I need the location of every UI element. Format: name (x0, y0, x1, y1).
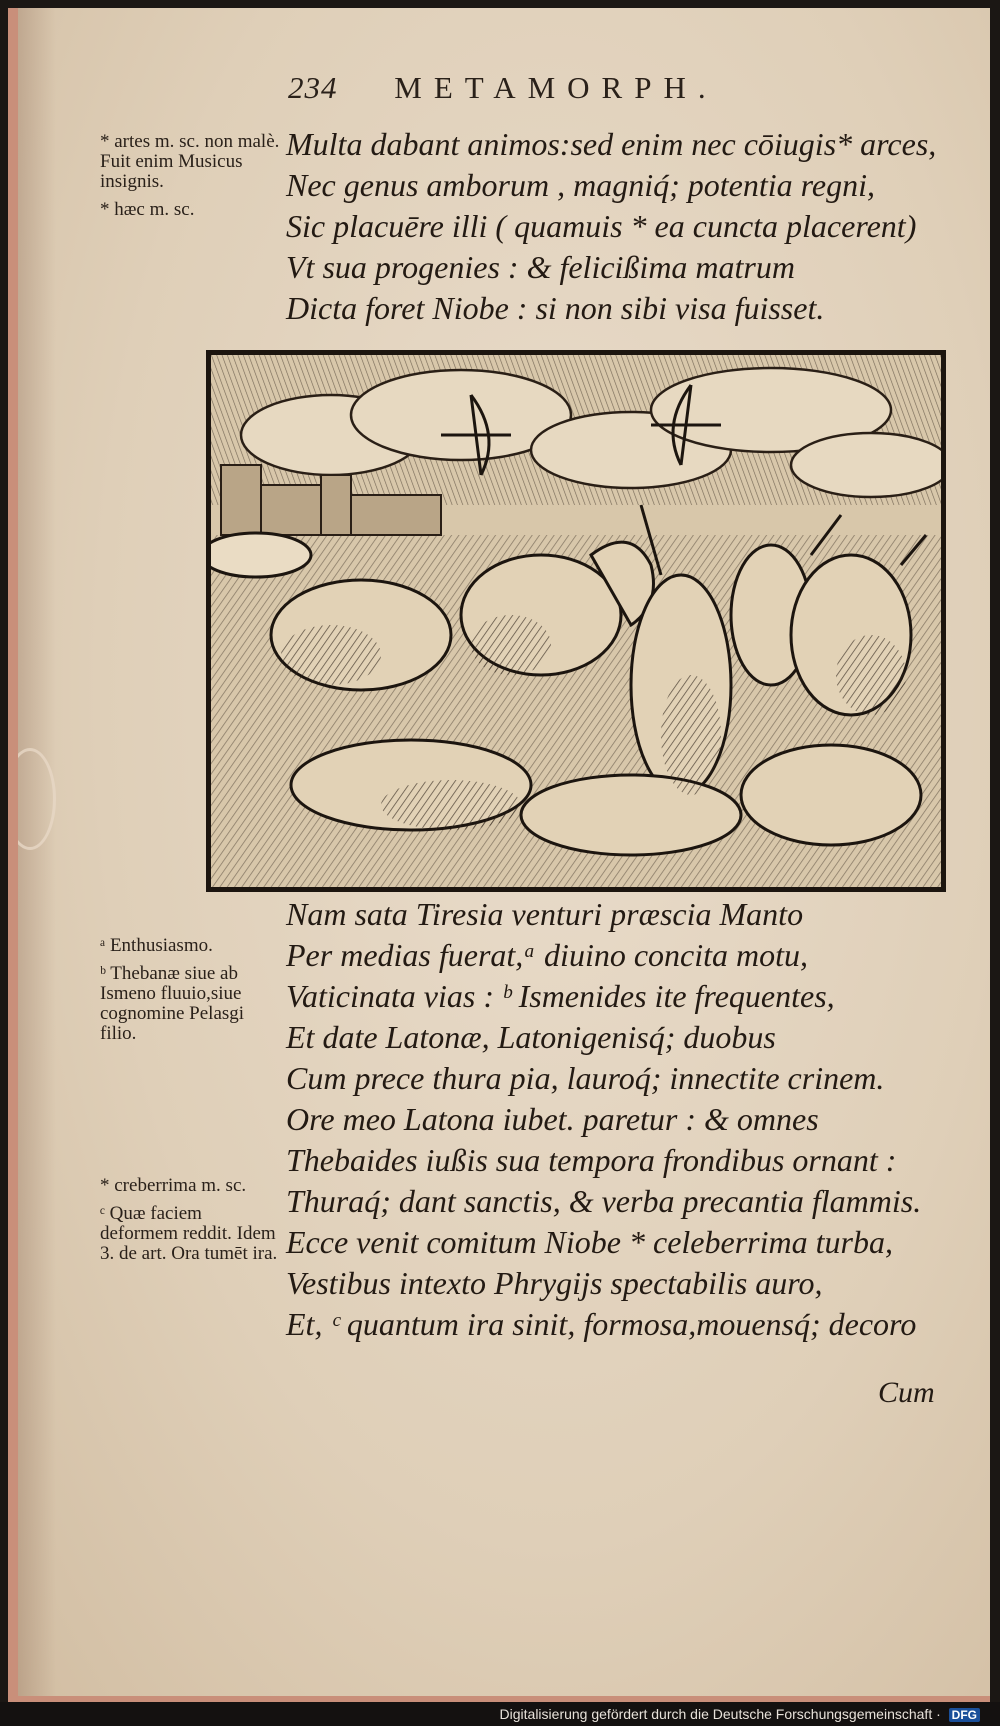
marginal-notes-bottom (100, 1176, 282, 1272)
marginal-note: * hæc m. sc. (100, 199, 195, 220)
digitization-credit (500, 1706, 980, 1722)
verse-line: Et, ᶜ quantum ira sinit, formosa,mouensq́; decoro (286, 1306, 917, 1342)
verse-line: Vt sua progenies : & felicißima matrum (286, 249, 795, 285)
page-number: 234 (288, 70, 338, 105)
verse-line: Nam sata Tiresia venturi præscia Manto (286, 896, 804, 932)
verse-line: Dicta foret Niobe : si non sibi visa fuisset. (286, 290, 825, 326)
marginal-note: ᵇ Thebanæ siue ab Ismeno fluuio,siue cognomine Pelasgi filio. (100, 963, 245, 1044)
verse-line: Vestibus intexto Phrygijs spectabilis auro, (286, 1265, 823, 1301)
verse-block-bottom (286, 894, 990, 1345)
dfg-logo: DFG (949, 1708, 980, 1722)
verse-line: Vaticinata vias : ᵇ Ismenides ite frequentes, (286, 978, 835, 1014)
verse-line: Thebaides iußis sua tempora frondibus ornant : (286, 1142, 897, 1178)
verse-line: Et date Latonæ, Latonigenisq́; duobus (286, 1019, 776, 1055)
running-head (288, 70, 718, 106)
running-title: METAMORPH. (394, 70, 718, 105)
verse-line: Nec genus amborum , magniq́; potentia regni, (286, 167, 875, 203)
credit-text: Digitalisierung gefördert durch die Deutsche Forschungsgemeinschaft · (499, 1706, 941, 1722)
verse-line: Sic placuēre illi ( quamuis * ea cuncta placerent) (286, 208, 917, 244)
verse-block-top (286, 124, 990, 329)
verse-line: Per medias fuerat,ᵃ diuino concita motu, (286, 937, 809, 973)
marginal-note: ᶜ Quæ faciem deformem reddit. Idem 3. de art. Ora tumēt ira. (100, 1203, 278, 1264)
book-page (8, 8, 990, 1702)
marginal-notes-top (100, 132, 282, 228)
catchword: Cum (878, 1376, 935, 1409)
marginal-notes-middle (100, 936, 282, 1052)
verse-line: Thuraq́; dant sanctis, & verba precantia flammis. (286, 1183, 922, 1219)
verse-line: Cum prece thura pia, lauroq́; innectite crinem. (286, 1060, 885, 1096)
woodcut-illustration (206, 350, 946, 892)
verse-line: Ecce venit comitum Niobe * celeberrima turba, (286, 1224, 893, 1260)
marginal-note: ᵃ Enthusiasmo. (100, 935, 213, 956)
verse-line: Ore meo Latona iubet. paretur : & omnes (286, 1101, 819, 1137)
woodcut-image (211, 355, 941, 887)
marginal-note: * artes m. sc. non malè. Fuit enim Musicus insignis. (100, 131, 280, 192)
verse-line: Multa dabant animos:sed enim nec cōiugis* arces, (286, 126, 937, 162)
spine-shadow (18, 8, 56, 1696)
marginal-note: * creberrima m. sc. (100, 1175, 247, 1196)
